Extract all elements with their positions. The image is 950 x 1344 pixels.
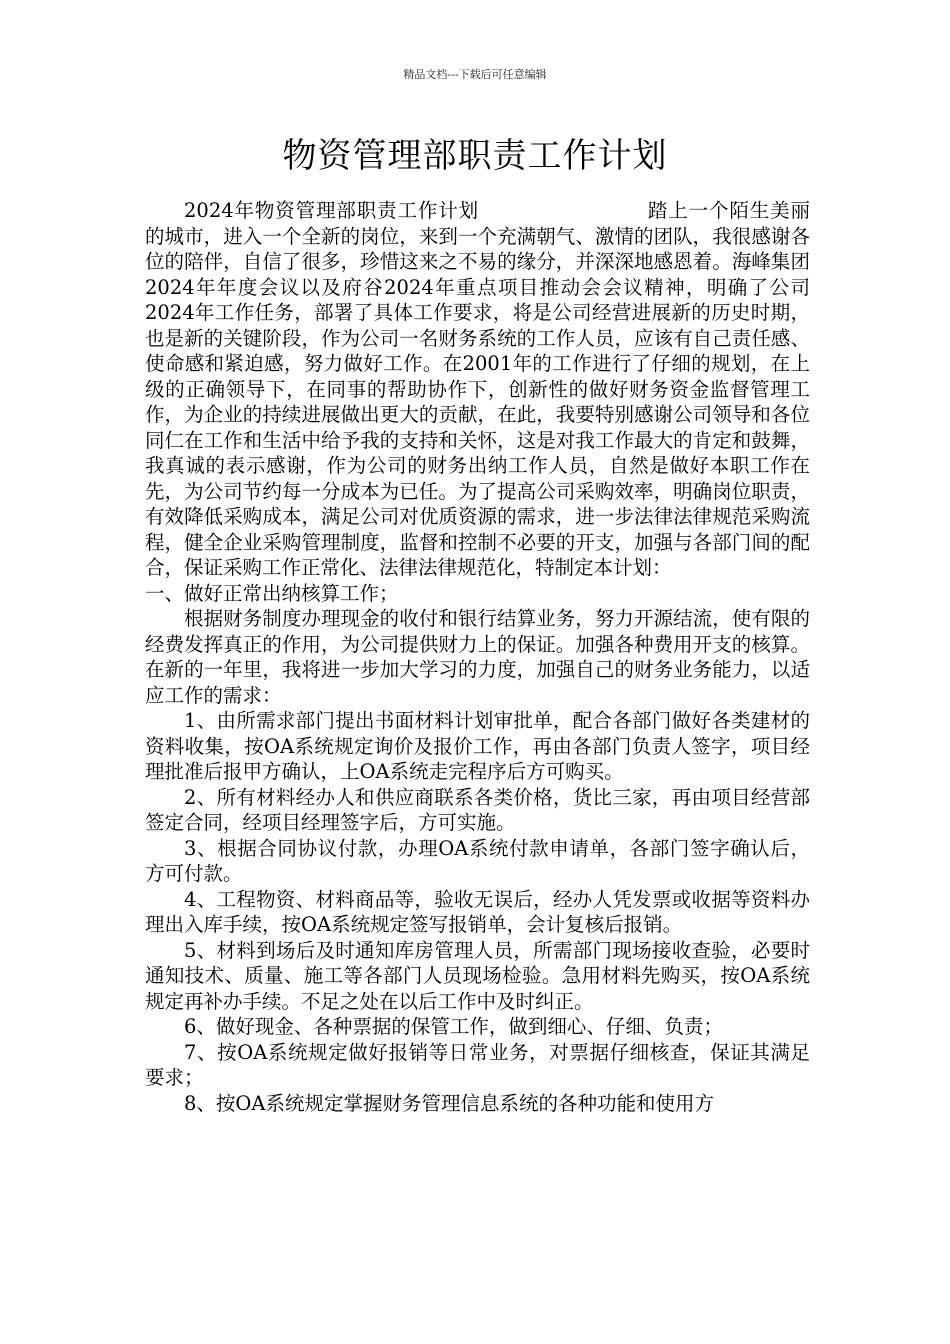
intro-text: 踏上一个陌生美丽的城市，进入一个全新的岗位，来到一个充满朝气、激情的团队，我很感谢各位的陪伴，自信了很多，珍惜这来之不易的缘分，并深深地感恩着。海峰集团2024年年度会议以及府谷2024年重点项目推动会会议精神，明确了公司2024年工作任务，部署了具体工作要求，将是公司经营进展新的历史时期，也是新的关键阶段，作为公司一名财务系统的工作人员，应该有自己责任感、使命感和紧迫感，努力做好工作。在2001年的工作进行了仔细的规划，在上级的正确领导下，在同事的帮助协作下，创新性的做好财务资金监督管理工作，为企业的持续进展做出更大的贡献，在此，我要特别感谢公司领导和各位同仁在工作和生活中给予我的支持和关怀，这是对我工作最大的肯定和鼓舞，我真诚的表示感谢，作为公司的财务出纳工作人员，自然是做好本职工作在先，为公司节约每一分成本为已任。为了提高公司采购效率，明确岗位职责，有效降低采购成本，满足公司对优质资源的需求，进一步法律法律规范采购流程，健全企业采购管理制度，监督和控制不必要的开支，加强与各部门间的配合，保证采购工作正常化、法律法律规范化，特制定本计划： bbox=[145, 199, 810, 579]
list-item: 1、由所需求部门提出书面材料计划审批单，配合各部门做好各类建材的资料收集，按OA系统规定询价及报价工作，再由各部门负责人签字，项目经理批准后报甲方确认，上OA系统走完程序后方可购买。 bbox=[145, 709, 810, 783]
list-item: 6、做好现金、各种票据的保管工作，做到细心、仔细、负责； bbox=[184, 1015, 723, 1038]
section-paragraph: 根据财务制度办理现金的收付和银行结算业务，努力开源结流，使有限的经费发挥真正的作用，为公司提供财力上的保证。加强各种费用开支的核算。在新的一年里，我将进一步加大学习的力度，加强自己的财务业务能力，以适应工作的需求： bbox=[145, 607, 810, 707]
list-item: 4、工程物资、材料商品等，验收无误后，经办人凭发票或收据等资料办理出入库手续，按OA系统规定签写报销单，会计复核后报销。 bbox=[145, 887, 810, 936]
list-item: 5、材料到场后及时通知库房管理人员，所需部门现场接收查验，必要时通知技术、质量、施工等各部门人员现场检验。急用材料先购买，按OA系统规定再补办手续。不足之处在以后工作中及时纠正。 bbox=[145, 938, 810, 1013]
intro-title: 2024年物资管理部职责工作计划 bbox=[184, 199, 479, 222]
intro-paragraph bbox=[145, 198, 810, 581]
document-title: 物资管理部职责工作计划 bbox=[282, 136, 668, 176]
page-header-watermark: 精品文档---下载后可任意编辑 bbox=[403, 68, 547, 81]
list-item: 8、按OA系统规定掌握财务管理信息系统的各种功能和使用方 bbox=[184, 1091, 714, 1115]
section-heading: 一、做好正常出纳核算工作； bbox=[145, 581, 399, 605]
list-item: 3、根据合同协议付款，办理OA系统付款申请单，各部门签字确认后，方可付款。 bbox=[145, 836, 810, 885]
document-body bbox=[145, 198, 810, 1116]
list-item: 2、所有材料经办人和供应商联系各类价格，货比三家，再由项目经营部签定合同，经项目经理签字后，方可实施。 bbox=[145, 785, 810, 834]
list-item: 7、按OA系统规定做好报销等日常业务，对票据仔细核查，保证其满足要求； bbox=[145, 1040, 810, 1089]
